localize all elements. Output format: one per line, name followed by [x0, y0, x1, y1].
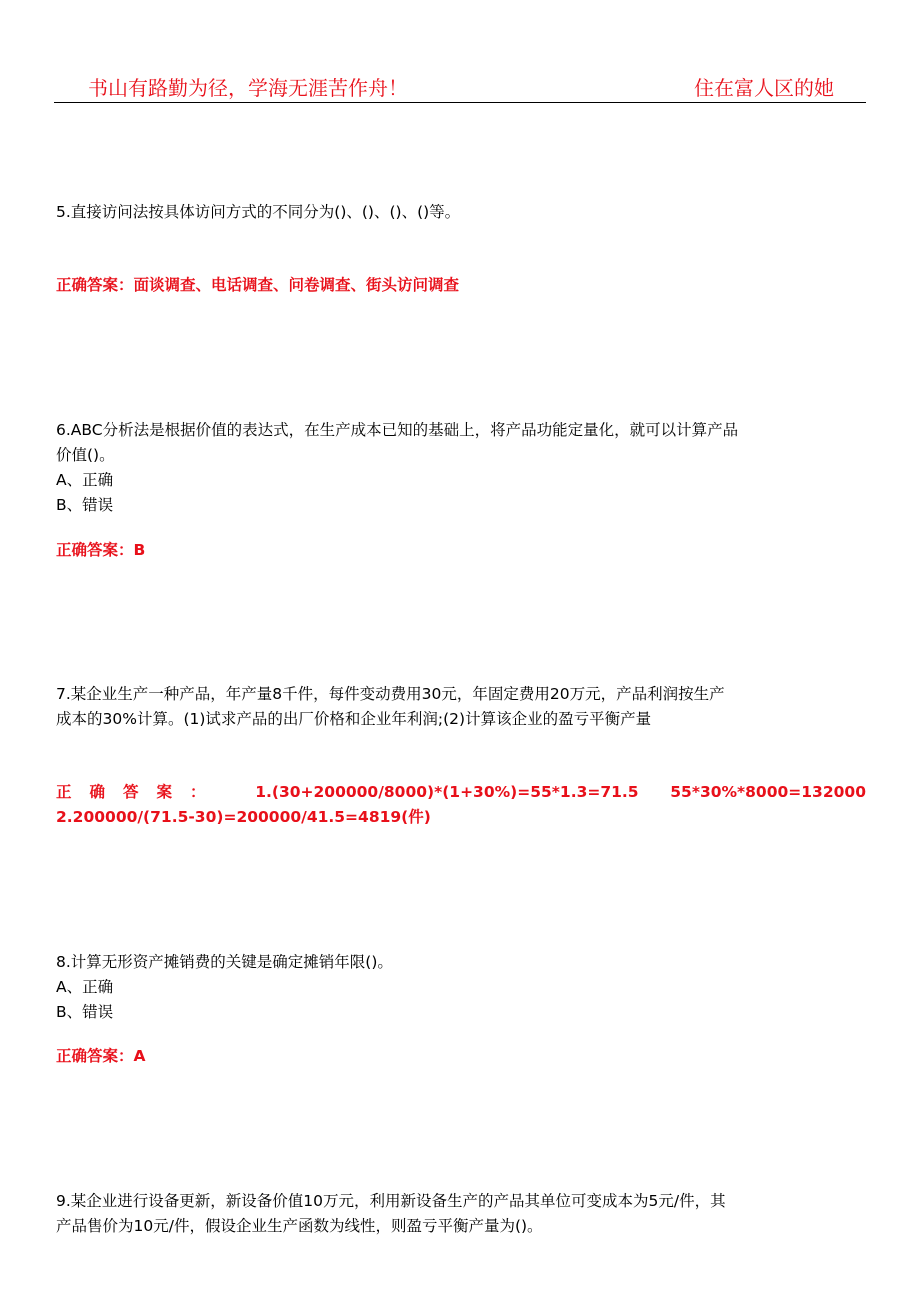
correct-answer: 正确答案：面谈调查、电话调查、问卷调查、街头访问调查	[56, 276, 460, 294]
answer-8	[56, 1044, 866, 1069]
header-divider	[54, 102, 866, 103]
option-b: B、错误	[56, 1003, 114, 1021]
answer-7	[56, 780, 866, 830]
correct-answer-row	[56, 780, 866, 805]
question-text: 成本的30%计算。(1)试求产品的出厂价格和企业年利润;(2)计算该企业的盈亏平衡产量	[56, 710, 652, 728]
question-text: 6.ABC分析法是根据价值的表达式，在生产成本已知的基础上，将产品功能定量化，就可以计算产品	[56, 421, 739, 439]
question-5	[56, 200, 866, 225]
question-8	[56, 950, 866, 1025]
question-text: 8.计算无形资产摊销费的关键是确定摊销年限()。	[56, 953, 393, 971]
option-a: A、正确	[56, 978, 114, 996]
question-7	[56, 682, 866, 732]
question-6	[56, 418, 866, 518]
answer-calc-2: 55*30%*8000=132000	[670, 783, 866, 801]
answer-calc-1: 1.(30+200000/8000)*(1+30%)=55*1.3=71.5	[255, 783, 639, 801]
correct-answer: 正确答案：A	[56, 1047, 146, 1065]
answer-calc-3: 2.200000/(71.5-30)=200000/41.5=4819(件)	[56, 808, 431, 826]
question-text: 9.某企业进行设备更新，新设备价值10万元，利用新设备生产的产品其单位可变成本为5元/件，其	[56, 1192, 726, 1210]
option-b: B、错误	[56, 496, 114, 514]
answer-6	[56, 538, 866, 563]
header-motto: 书山有路勤为径，学海无涯苦作舟！	[88, 76, 408, 100]
correct-answer: 正确答案：B	[56, 541, 146, 559]
question-text: 7.某企业生产一种产品，年产量8千件，每件变动费用30元，年固定费用20万元，产品利润按生产	[56, 685, 725, 703]
question-text: 5.直接访问法按具体访问方式的不同分为()、()、()、()等。	[56, 203, 461, 221]
option-a: A、正确	[56, 471, 114, 489]
answer-label: 正确答案：	[56, 783, 224, 801]
question-text: 价值()。	[56, 446, 115, 464]
header-tagline: 住在富人区的她	[694, 76, 834, 100]
question-9	[56, 1189, 866, 1239]
question-text: 产品售价为10元/件，假设企业生产函数为线性，则盈亏平衡产量为()。	[56, 1217, 543, 1235]
answer-5	[56, 273, 866, 298]
